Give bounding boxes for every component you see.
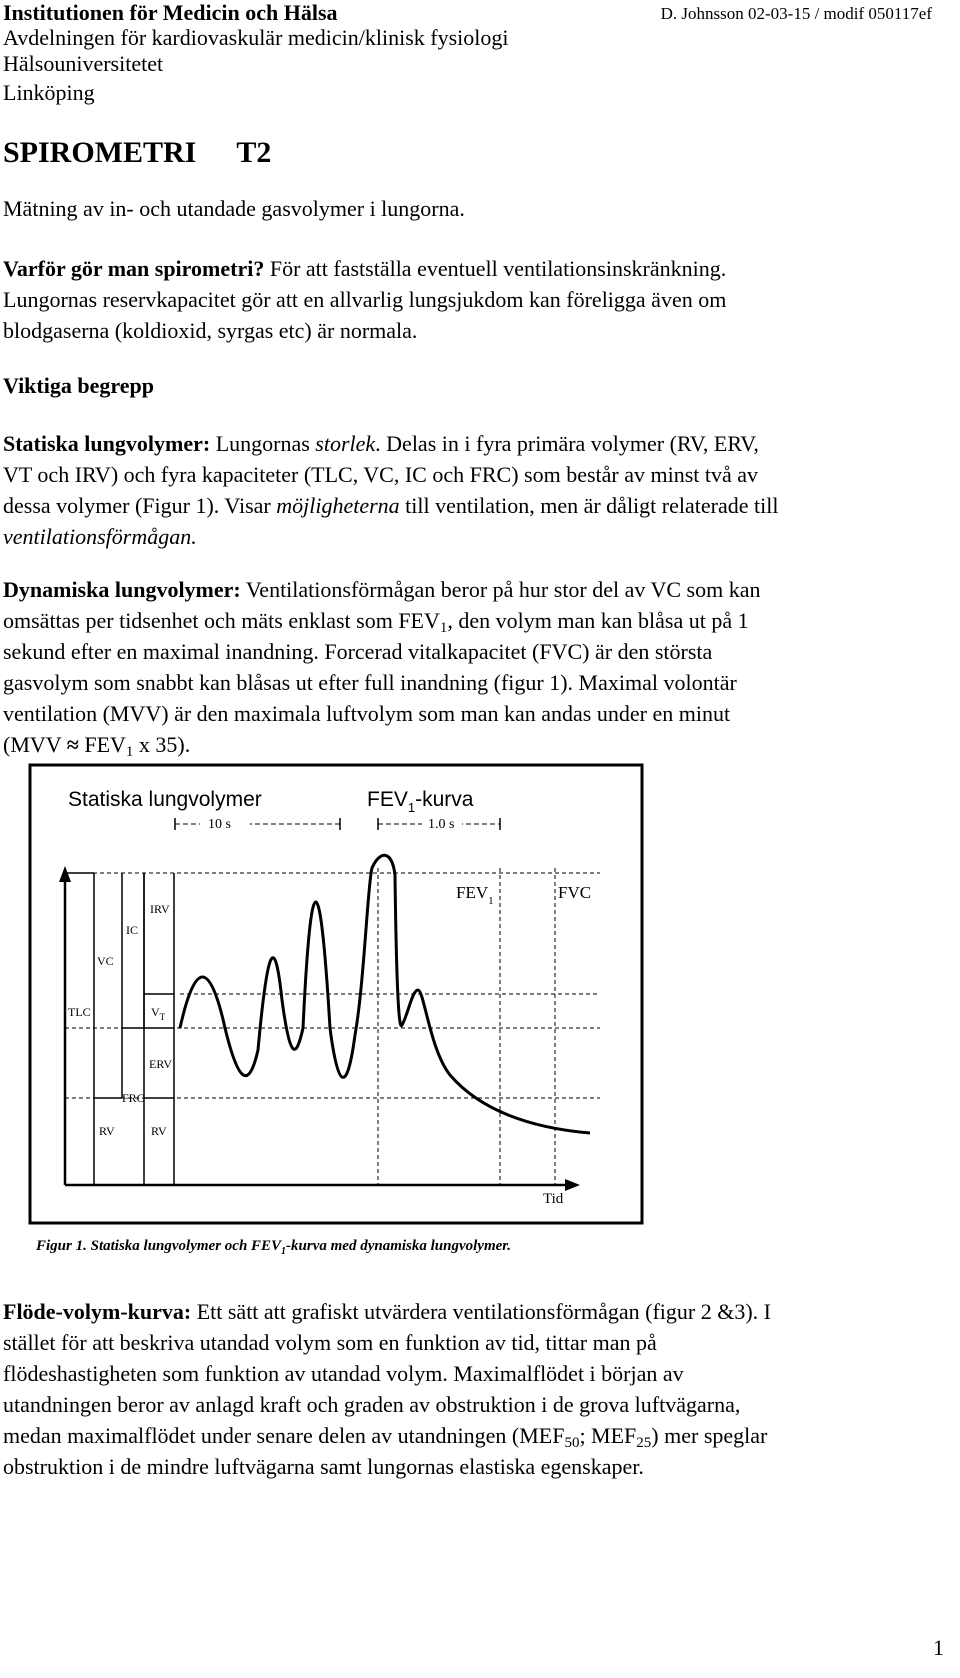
figure-caption: Figur 1. Statiska lungvolymer och $FEV_1$-kurva med dynamiska lungvolymer. xyxy=(36,1238,512,1257)
label-fvc: FVC xyxy=(558,883,592,902)
page-number: 1 xyxy=(933,1635,944,1660)
static-volumes-paragraph: Statiska lungvolymer: Lungornas storlek. Delas in i fyra primära volymer (RV, ERV, VT och IRV) och fyra kapaciteter (TLC, VC, IC och FRC) som består av minst två av dessa volymer (Figur 1). Visar möjligheterna till ventilation, men är dåligt relaterade till ventilationsförmågan. xyxy=(3,431,779,549)
label-rv-2: RV xyxy=(151,1124,167,1138)
figure-title-fev: $FEV_1$-kurva xyxy=(367,788,474,815)
label-vt: $V_T$ xyxy=(151,1005,166,1022)
figure-1-diagram xyxy=(0,760,960,1320)
why-paragraph: Varför gör man spirometri? För att fastställa eventuell ventilationsinskränkning. Lungornas reservkapacitet gör att en allvarlig lungsjukdom kan föreligga även om blodgaserna (koldioxid, syrgas etc) är normala. xyxy=(3,256,727,343)
label-frc: FRC xyxy=(122,1091,145,1105)
label-vc: VC xyxy=(97,954,114,968)
span-1s-label: 1.0 s xyxy=(428,817,455,832)
city-name: Linköping xyxy=(3,80,95,105)
page-title: SPIROMETRI T2 xyxy=(3,136,272,169)
label-erv: ERV xyxy=(149,1057,173,1071)
label-irv: IRV xyxy=(150,902,170,916)
label-fev1: $FEV_1$ xyxy=(456,883,494,907)
university-name: Hälsouniversitetet xyxy=(3,51,164,76)
label-rv-1: RV xyxy=(99,1124,115,1138)
figure-title-static: Statiska lungvolymer xyxy=(68,788,262,811)
concepts-heading: Viktiga begrepp xyxy=(3,373,154,398)
flow-volume-paragraph: Flöde-volym-kurva: Ett sätt att grafiskt utvärdera ventilationsförmågan (figur 2 &3). I stället för att beskriva utandad volym som en funktion av tid, tittar man på flödeshastigheten som funktion av utandad volym. Maximalflödet i början av utandningen beror av anlagd kraft och graden av obstruktion i de grova luftvägarna, medan maximalflödet under senare delen av utandningen ($MEF_{50}$; $MEF_{25}$) mer speglar obstruktion i de mindre luftvägarna samt lungornas elastiska egenskaper. xyxy=(3,1299,771,1479)
intro-text: Mätning av in- och utandade gasvolymer i lungorna. xyxy=(3,196,465,221)
label-ic: IC xyxy=(126,923,138,937)
label-time: Tid xyxy=(543,1191,564,1207)
division-name: Avdelningen för kardiovaskulär medicin/klinisk fysiologi xyxy=(3,25,509,50)
dynamic-volumes-paragraph: Dynamiska lungvolymer: Ventilationsförmågan beror på hur stor del av VC som kan omsättas per tidsenhet och mäts enklast som $FEV_1$, den volym man kan blåsa ut på 1 sekund efter en maximal inandning. Forcerad vitalkapacitet (FVC) är den största gasvolym som snabbt kan blåsas ut efter full inandning (figur 1). Maximal volontär ventilation (MVV) är den maximala luftvolym som man kan andas under en minut ($MVV \approx FEV_1$ x 35). xyxy=(3,577,761,760)
author-date: D. Johnsson 02-03-15 / modif 050117ef xyxy=(660,4,932,23)
approx-symbol: ≈ xyxy=(66,732,79,757)
institution-name: Institutionen för Medicin och Hälsa xyxy=(3,0,338,25)
span-10s-label: 10 s xyxy=(208,817,231,832)
title-code: T2 xyxy=(236,136,272,169)
label-tlc: TLC xyxy=(68,1005,91,1019)
